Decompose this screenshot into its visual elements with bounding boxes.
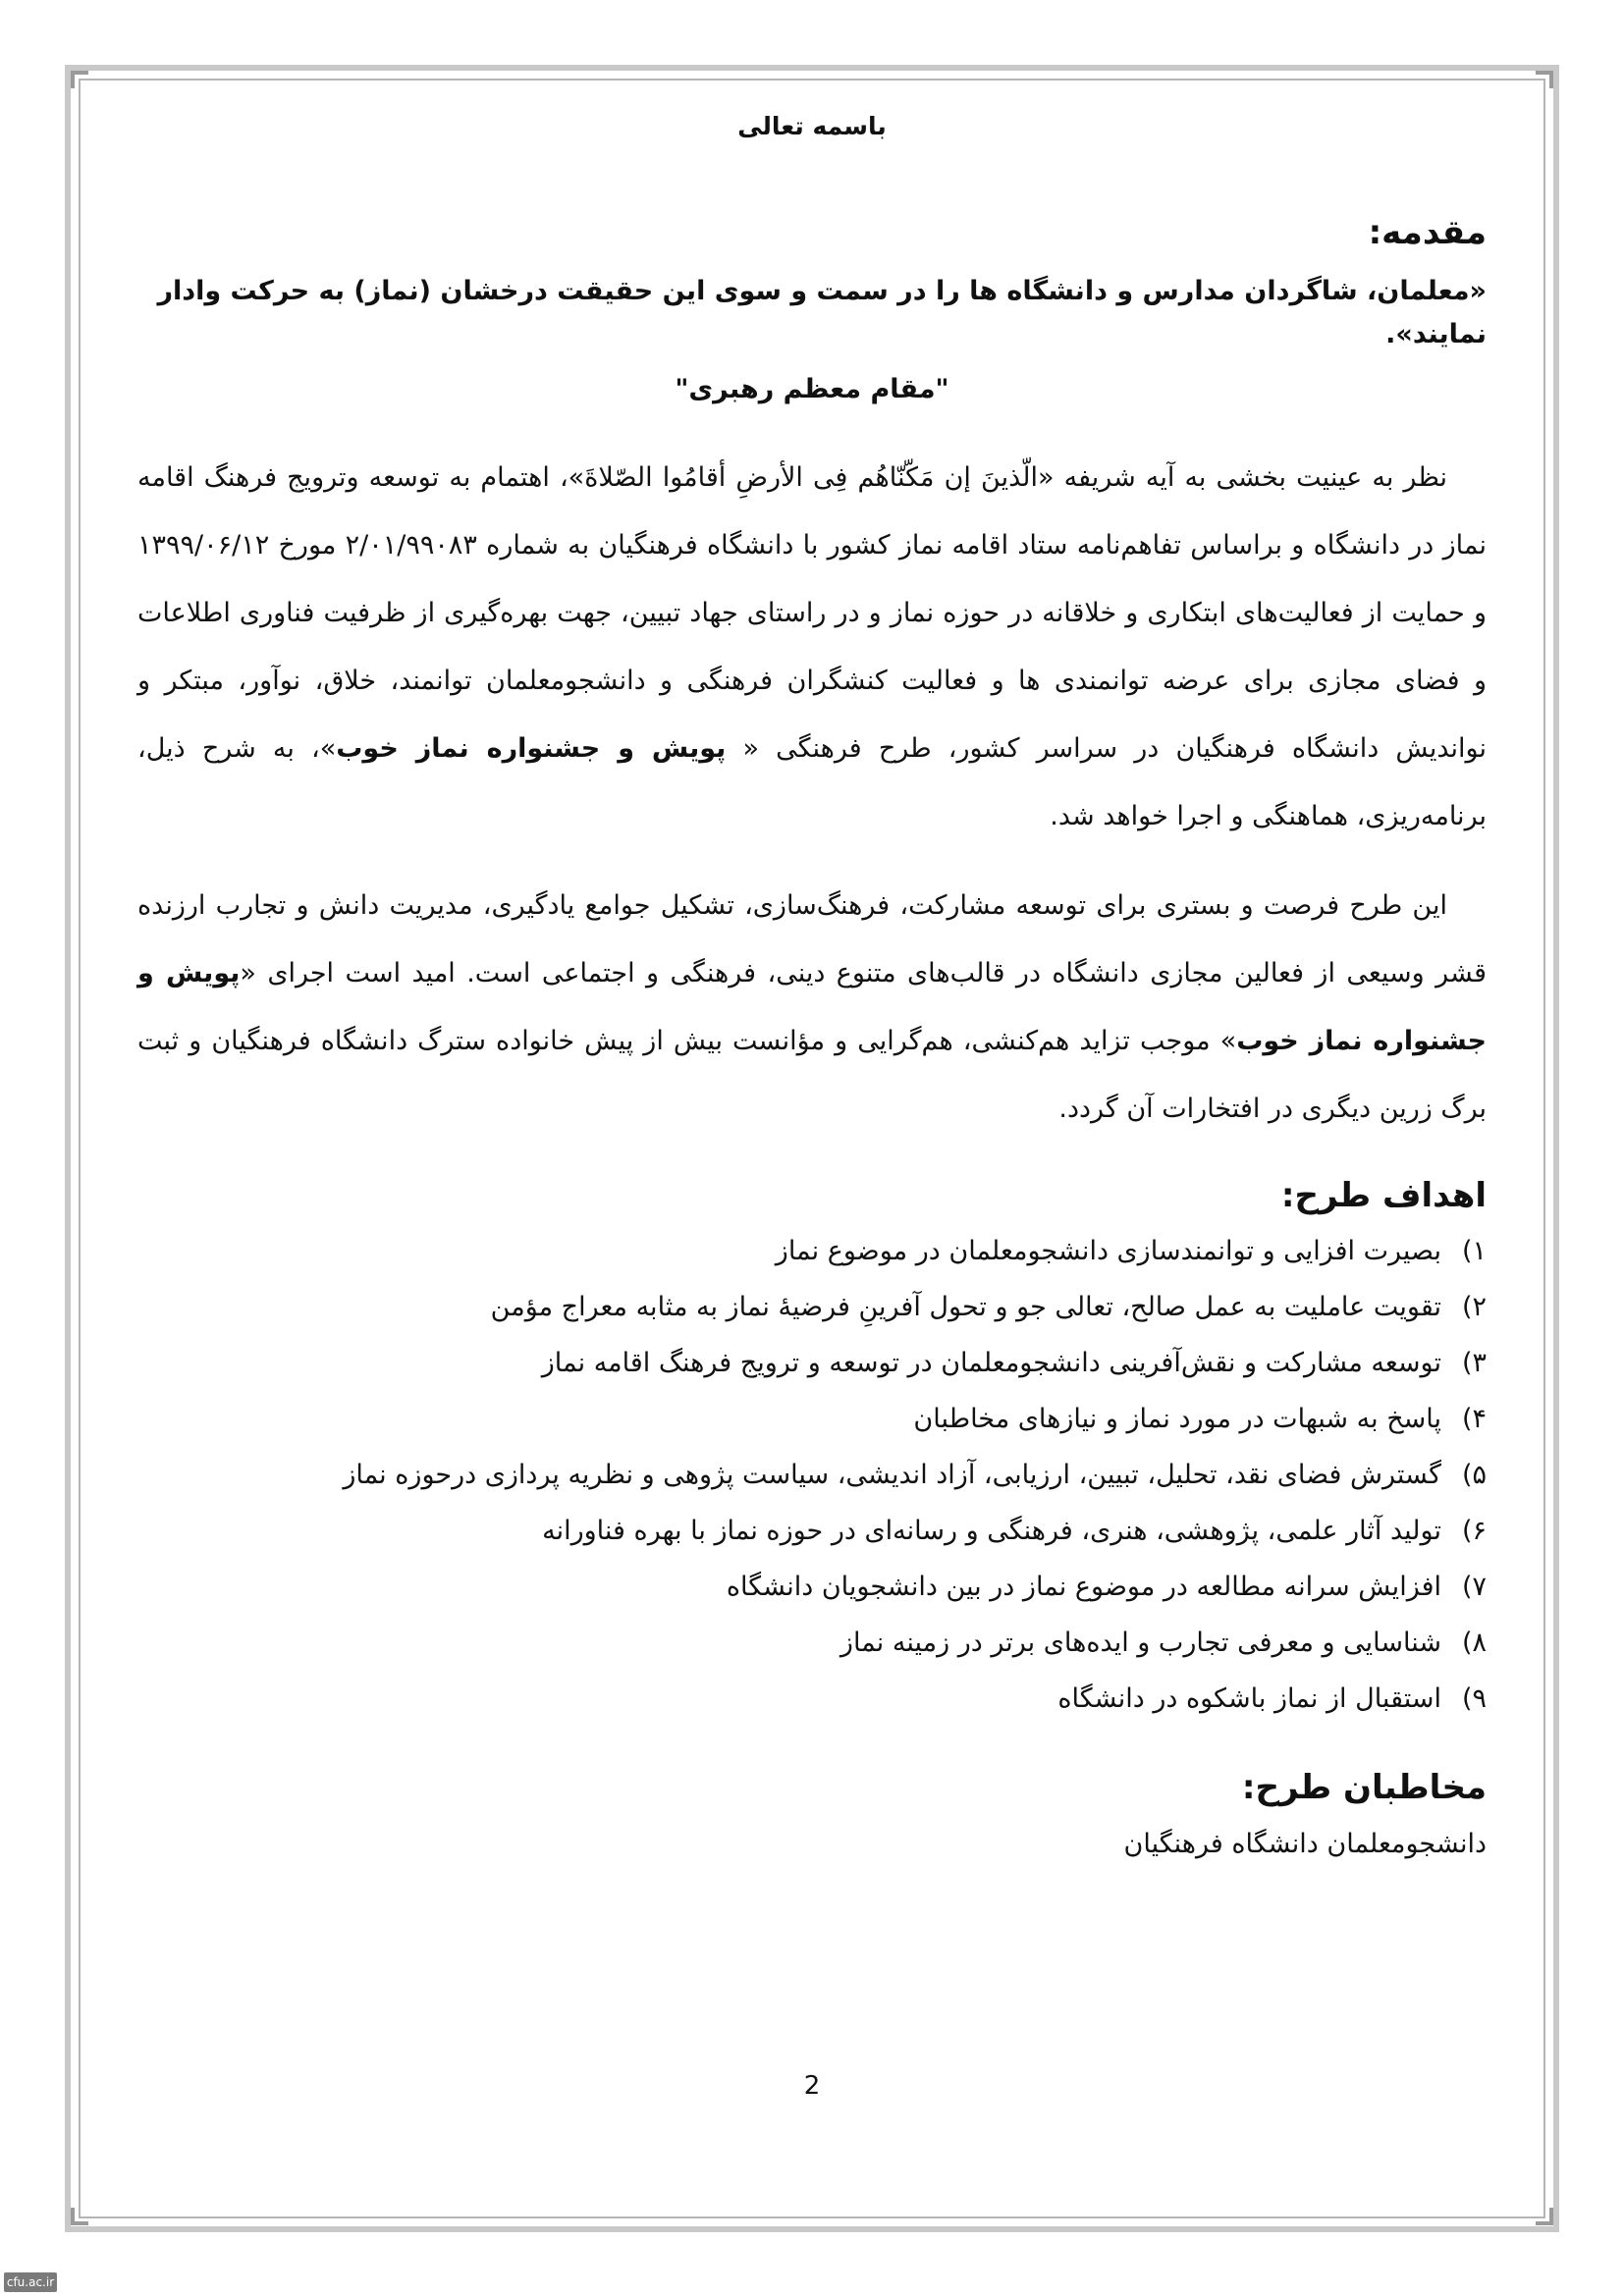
- document-header-title: باسمه تعالی: [737, 112, 887, 140]
- quote-attribution: "مقام معظم رهبری": [675, 374, 949, 404]
- festival-name-bold: پویش و جشنواره نماز خوب: [336, 733, 727, 764]
- list-item: ۶) تولید آثار علمی، پژوهشی، هنری، فرهنگی و رسانه‌ای در حوزه نماز با بهره فناورانه: [542, 1516, 1487, 1546]
- paragraph-text: نظر به عینیت بخشی به آیه شریفه «الّذینَ إن مَکّنّاهُم فِی الأرضِ أقامُوا الصّلاةَ»، اهتمام به توسعه وترویج فرهنگ اقامه نماز در دانشگاه و براساس تفاهم‌نامه ستاد اقامه نماز کشور با دانشگاه فرهنگیان به شماره ۲/۰۱/۹۹۰۸۳ مورخ ۱۳۹۹/۰۶/۱۲ و حمایت از فعالیت‌های ابتکاری و خلاقانه در حوزه نماز و در راستای جهاد تبیین، جهت بهره‌گیری از ظرفیت فناوری اطلاعات و فضای مجازی برای عرضه توانمندی ها و فعالیت کنشگران فرهنگی و دانشجومعلمان توانمند، خلاق، نوآور، مبتکر و نواندیش دانشگاه فرهنگیان در سراسر کشور، طرح فرهنگی «: [137, 462, 1488, 764]
- document-body: [137, 98, 1487, 1859]
- intro-paragraph-1: [137, 444, 1487, 850]
- audience-heading: مخاطبان طرح:: [1241, 1768, 1487, 1807]
- intro-paragraph-2: [137, 872, 1487, 1143]
- paragraph-text: »، به شرح ذیل، برنامه‌ریزی، هماهنگی و اجرا خواهد شد.: [137, 733, 1487, 831]
- corner-ornament: [69, 69, 90, 90]
- list-item: ۸) شناسایی و معرفی تجارب و ایده‌های برتر در زمینه نماز: [839, 1628, 1487, 1658]
- leader-quote: «معلمان، شاگردان مدارس و دانشگاه ها را در سمت و سوی این حقیقت درخشان (نماز) به حرکت وادار نمایند».: [157, 276, 1487, 349]
- list-item: ۲) تقویت عاملیت به عمل صالح، تعالی جو و تحول آفرینِ فرضیهٔ نماز به مثابه معراج مؤمن: [490, 1292, 1487, 1322]
- audience-text: دانشجومعلمان دانشگاه فرهنگیان: [1123, 1829, 1487, 1859]
- list-item: ۵) گسترش فضای نقد، تحلیل، تبیین، ارزیابی، آزاد اندیشی، سیاست پژوهی و نظریه پردازی درحوزه نماز: [343, 1460, 1487, 1490]
- goals-list: [137, 1223, 1487, 1727]
- list-item: ۱) بصیرت افزایی و توانمندسازی دانشجومعلمان در موضوع نماز: [775, 1236, 1487, 1266]
- corner-ornament: [1534, 69, 1555, 90]
- intro-heading: مقدمه:: [1368, 213, 1487, 252]
- corner-ornament: [69, 2206, 90, 2227]
- site-watermark: cfu.ac.ir: [4, 2272, 57, 2292]
- festival-name-bold: پویش و جشنواره نماز خوب: [137, 958, 1488, 1056]
- list-item: ۴) پاسخ به شبهات در مورد نماز و نیازهای مخاطبان: [913, 1404, 1487, 1434]
- page-number: 2: [803, 2071, 821, 2101]
- list-item: ۹) استقبال از نماز باشکوه در دانشگاه: [1057, 1683, 1487, 1714]
- list-item: ۳) توسعه مشارکت و نقش‌آفرینی دانشجومعلمان در توسعه و ترویج فرهنگ اقامه نماز: [541, 1348, 1487, 1378]
- list-item: ۷) افزایش سرانه مطالعه در موضوع نماز در بین دانشجویان دانشگاه: [726, 1572, 1487, 1602]
- corner-ornament: [1534, 2206, 1555, 2227]
- goals-heading: اهداف طرح:: [1280, 1176, 1487, 1215]
- paragraph-text: این طرح فرصت و بستری برای توسعه مشارکت، فرهنگ‌سازی، تشکیل جوامع یادگیری، مدیریت دانش و تجارب ارزنده قشر وسیعی از فعالین مجازی دانشگاه در قالب‌های متنوع دینی، فرهنگی و اجتماعی است. امید است اجرای «: [137, 890, 1487, 988]
- paragraph-text: » موجب تزاید هم‌کنشی، هم‌گرایی و مؤانست بیش از پیش خانواده سترگ دانشگاه فرهنگیان و ثبت برگ زرین دیگری در افتخارات آن گردد.: [137, 1026, 1487, 1124]
